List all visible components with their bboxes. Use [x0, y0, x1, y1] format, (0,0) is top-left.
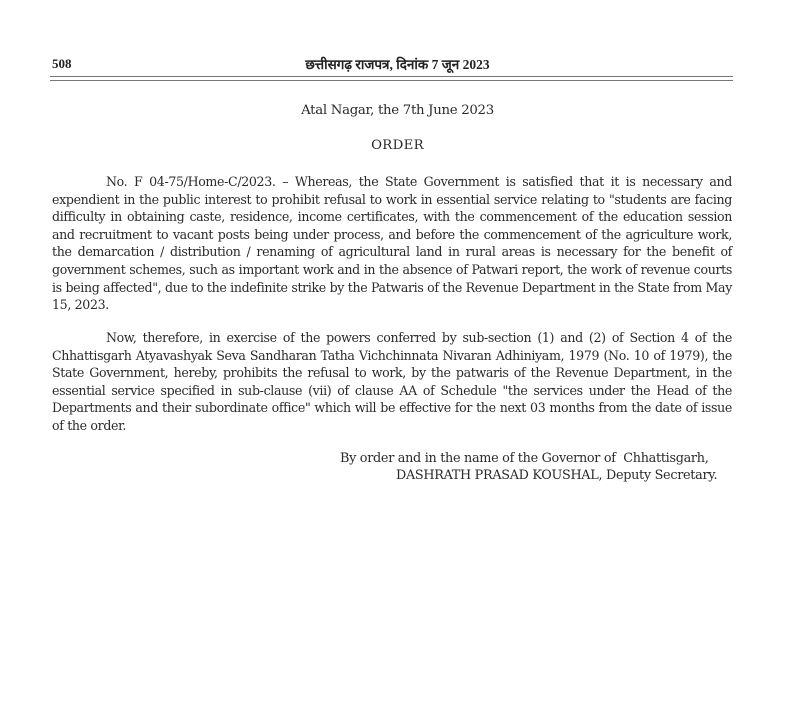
header-rule-top — [50, 76, 733, 77]
order-paragraph-whereas: No. F 04-75/Home-C/2023. – Whereas, the State Government is satisfied that it is necessary and expendient in the public interest to prohibit refusal to work in essential service relating to "students are facing difficulty in obtaining caste, residence, income certificates, with the commencement of the education session and recruitment to vacant posts being under process, and before the commencement of the agriculture work, the demarcation / distribution / renaming of agricultural land in rural areas is necessary for the benefit of government schemes, such as important work and in the absence of Patwari report, the work of revenue courts is being affected", due to the indefinite strike by the Patwaris of the Revenue Department in the State from May 15, 2023. — [52, 174, 732, 313]
dateline: Atal Nagar, the 7th June 2023 — [301, 103, 494, 118]
signature-authority-line: By order and in the name of the Governor of Chhattisgarh, — [340, 451, 709, 466]
order-paragraph-now-therefore: Now, therefore, in exercise of the powers conferred by sub-section (1) and (2) of Section 4 of the Chhattisgarh Atyavashyak Seva Sandharan Tatha Vichchinnata Nivaran Adhiniyam, 1979 (No. 10 of 1979), the State Government, hereby, prohibits the refusal to work, by the patwaris of the Revenue Department, in the essential service specified in sub-clause (vii) of clause AA of Schedule "the services under the Head of the Departments and their subordinate office" which will be effective for the next 03 months from the date of issue of the order. — [52, 330, 732, 433]
header-rule-bottom — [50, 80, 733, 81]
signature-signatory-line: DASHRATH PRASAD KOUSHAL, Deputy Secretary. — [396, 468, 718, 483]
page-number: 508 — [52, 56, 72, 71]
order-title: ORDER — [371, 138, 424, 153]
gazette-header-title: छत्तीसगढ़ राजपत्र, दिनांक 7 जून 2023 — [305, 57, 490, 72]
